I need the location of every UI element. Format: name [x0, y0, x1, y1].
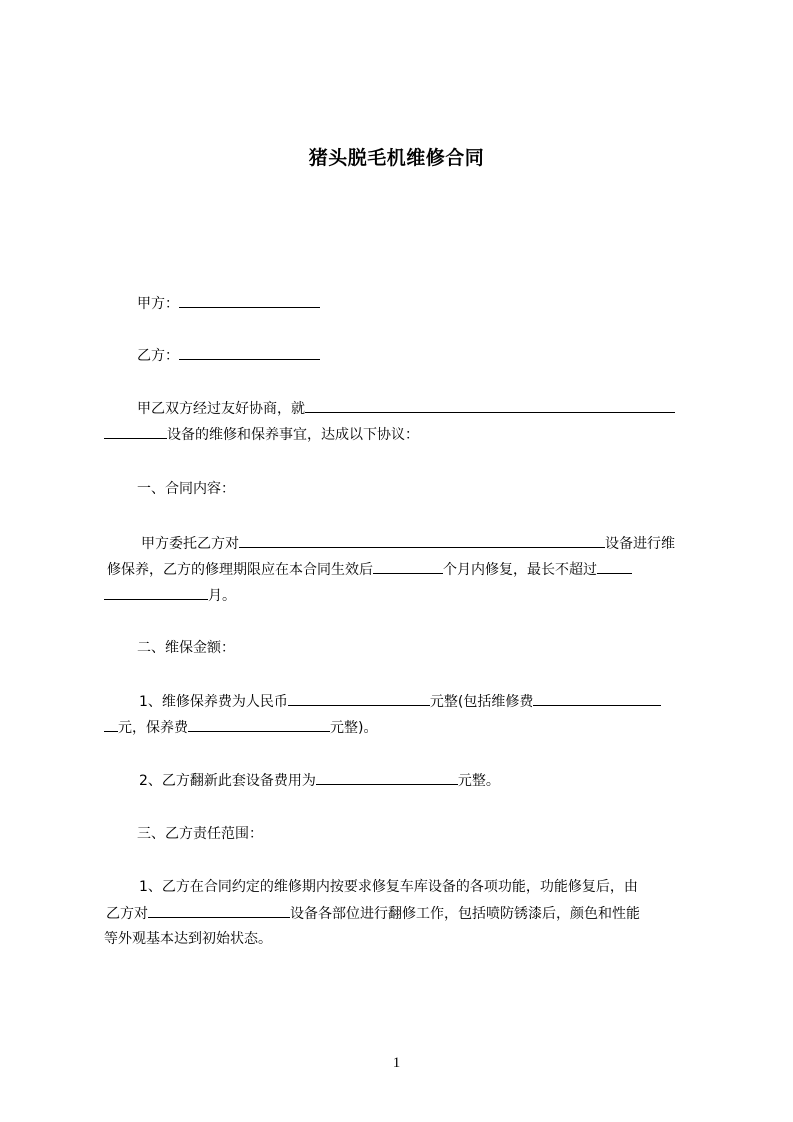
intro-line-2	[104, 424, 419, 445]
sec1-blank-2	[373, 559, 443, 574]
sec2-item-1-text-d: 元整)。	[330, 720, 378, 736]
sec3-blank-1	[148, 903, 290, 918]
party-a-label: 甲方：	[137, 296, 179, 312]
sec1-line-1	[141, 533, 675, 554]
sec1-text-c: 修保养，乙方的修理期限应在本合同生效后	[107, 562, 373, 578]
party-a-line	[137, 293, 320, 314]
sec1-blank-1	[239, 533, 605, 548]
intro-blank-2	[104, 424, 167, 439]
sec3-item-1-line-3: 等外观基本达到初始状态。	[104, 931, 272, 947]
sec1-line-2	[107, 559, 632, 580]
intro-blank-1	[305, 398, 675, 413]
sec2-item-1-line-2	[104, 717, 377, 738]
sec1-blank-4	[104, 585, 208, 600]
sec1-blank-3	[597, 559, 632, 574]
sec2-blank-3	[104, 717, 118, 732]
section-2-heading: 二、维保金额：	[137, 640, 235, 656]
party-a-blank	[179, 293, 320, 308]
sec1-text-a: 甲方委托乙方对	[141, 536, 239, 552]
party-b-label: 乙方：	[137, 348, 179, 364]
party-b-blank	[179, 345, 320, 360]
section-1-heading: 一、合同内容：	[137, 481, 235, 497]
intro-text-1: 甲乙双方经过友好协商，就	[137, 401, 305, 417]
sec2-item-1-text-a: 1、维修保养费为人民币	[139, 694, 288, 710]
sec2-blank-4	[188, 717, 330, 732]
sec2-item-1-text-b: 元整(包括维修费	[429, 694, 534, 710]
sec3-item-1-line-2	[106, 903, 640, 924]
intro-line-1	[137, 398, 675, 419]
section-3-heading: 三、乙方责任范围：	[137, 826, 263, 842]
sec2-blank-2	[533, 691, 661, 706]
sec3-item-1-line-1: 1、乙方在合同约定的维修期内按要求修复车库设备的各项功能，功能修复后，由	[139, 879, 638, 895]
page-number: 1	[392, 1055, 401, 1071]
sec2-item-2-text-a: 2、乙方翻新此套设备费用为	[139, 773, 316, 789]
sec1-text-b: 设备进行维	[605, 536, 675, 552]
sec3-item-1-text-b: 乙方对	[106, 906, 148, 922]
intro-text-2: 设备的维修和保养事宜，达成以下协议：	[167, 427, 419, 443]
sec2-blank-5	[316, 770, 458, 785]
sec3-item-1-text-c: 设备各部位进行翻修工作，包括喷防锈漆后，颜色和性能	[290, 906, 640, 922]
sec2-item-2-text-b: 元整。	[457, 773, 500, 789]
document-title: 猪头脱毛机维修合同	[308, 147, 485, 169]
sec1-text-e: 月。	[208, 588, 236, 604]
sec2-item-2-line	[139, 770, 500, 791]
sec2-item-1-text-c: 元，保养费	[118, 720, 188, 736]
sec2-blank-1	[288, 691, 430, 706]
party-b-line	[137, 345, 320, 366]
sec1-line-3	[104, 585, 236, 606]
sec1-text-d: 个月内修复，最长不超过	[443, 562, 597, 578]
sec2-item-1-line-1	[139, 691, 661, 712]
